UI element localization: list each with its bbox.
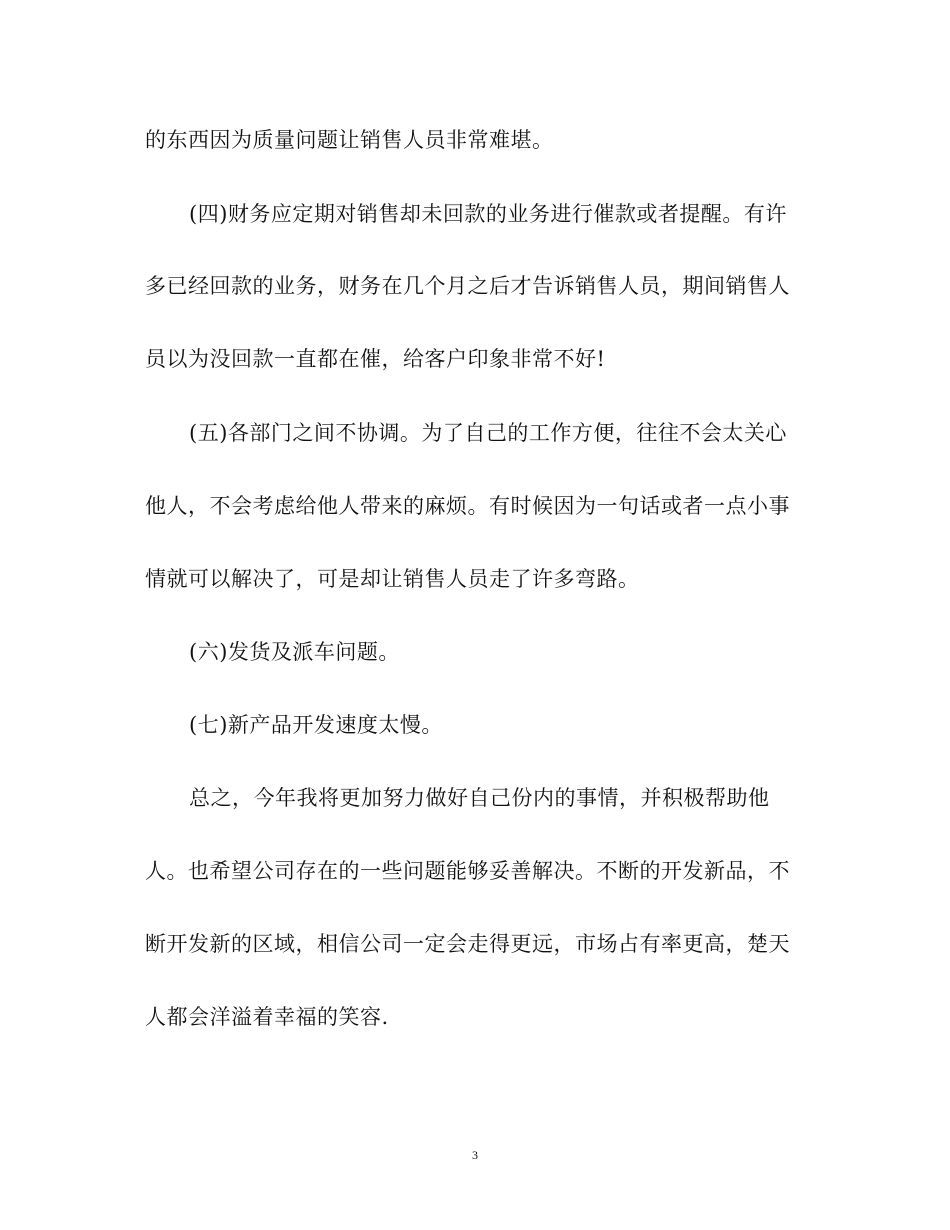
page-number: 3 (472, 1148, 478, 1162)
text-line: 员以为没回款一直都在催，给客户印象非常不好! (145, 347, 606, 371)
text-line: 人都会洋溢着幸福的笑容. (145, 1005, 389, 1029)
text-line: 人。也希望公司存在的一些问题能够妥善解决。不断的开发新品，不 (145, 859, 790, 883)
text-line: 断开发新的区域，相信公司一定会走得更远，市场占有率更高，楚天 (145, 932, 790, 956)
text-line-item-4-start: (四)财务应定期对销售却未回款的业务进行催款或者提醒。有许 (189, 202, 787, 226)
text-line: 情就可以解决了，可是却让销售人员走了许多弯路。 (145, 567, 640, 591)
text-line: 的东西因为质量问题让销售人员非常难堪。 (145, 128, 554, 152)
text-line-item-6: (六)发货及派车问题。 (189, 640, 400, 664)
text-line-item-5-start: (五)各部门之间不协调。为了自己的工作方便，往往不会太关心 (189, 421, 787, 445)
text-line: 多已经回款的业务，财务在几个月之后才告诉销售人员，期间销售人 (145, 274, 790, 298)
text-line-conclusion-start: 总之，今年我将更加努力做好自己份内的事情，并积极帮助他 (189, 786, 770, 810)
text-line: 他人，不会考虑给他人带来的麻烦。有时候因为一句话或者一点小事 (145, 494, 790, 518)
text-line-item-7: (七)新产品开发速度太慢。 (189, 713, 443, 737)
